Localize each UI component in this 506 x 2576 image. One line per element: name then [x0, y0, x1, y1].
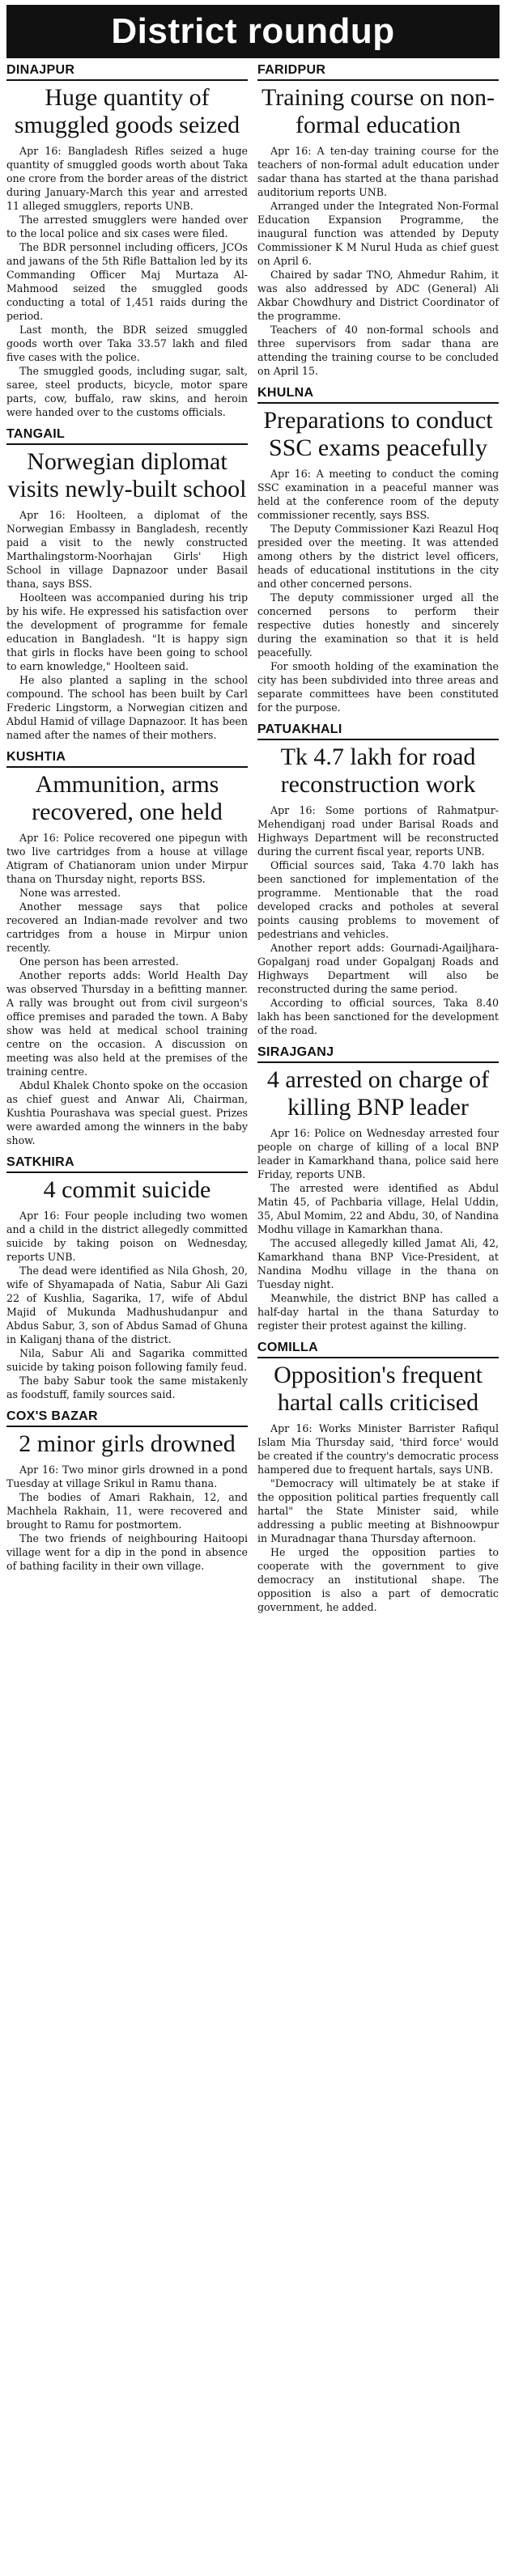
story-paragraph: Nila, Sabur Ali and Sagarika committed suicide by taking poison following family feud.: [6, 1347, 248, 1373]
columns: [6, 63, 500, 1622]
story-paragraph: Apr 16: Police recovered one pipegun with two live cartridges from a house at village Atigram of Chatianoram union under Mirpur thana on Thursday night, reports BSS.: [6, 832, 248, 885]
story-paragraph: According to official sources, Taka 8.40 lakh has been sanctioned for the development of the road.: [257, 997, 499, 1036]
story-headline: Preparations to conduct SSC exams peacefully: [263, 407, 493, 461]
story-paragraph: He also planted a sapling in the school compound. The school has been built by Carl Frederic Lingstorm, a Norwegian citizen and Abdul Hamid of village Dapnazoor. It has been named after the names of their mothers.: [6, 674, 248, 741]
story-paragraph: For smooth holding of the examination the city has been subdivided into three areas and separate committees have been constituted for the purpose.: [257, 660, 499, 714]
news-story: [6, 63, 248, 419]
story-paragraph: The baby Sabur took the same mistakenly as foodstuff, family sources said.: [6, 1375, 248, 1400]
story-headline: 4 arrested on charge of killing BNP leader: [266, 1066, 490, 1121]
news-story: [257, 722, 499, 1037]
section-banner: District roundup: [6, 5, 500, 58]
story-paragraph: Abdul Khalek Chonto spoke on the occasion as chief guest and Anwar Ali, Chairman, Kushtia Pourashava was special guest. Prizes were awarded among the winners in the baby show.: [6, 1079, 248, 1146]
story-paragraph: Apr 16: Police on Wednesday arrested four people on charge of killing of a local BNP leader in Kamarkhand thana, police said here Friday, reports UNB.: [257, 1127, 499, 1180]
news-story: [257, 1341, 499, 1614]
story-paragraph: Apr 16: Two minor girls drowned in a pond Tuesday at village Srikul in Ramu thana.: [6, 1464, 248, 1489]
story-paragraph: The dead were identified as Nila Ghosh, 20, wife of Shyamapada of Natia, Sabur Ali Gazi 22 of Kushlia, Sagarika, 17, wife of Abdul Majid of Mukunda Madhushudanpur and Abdus Sabur, 3, son of Abdus Samad of Ghuna in Kaliganj thana of the district.: [6, 1265, 248, 1345]
story-headline: Training course on non-formal education: [261, 84, 495, 138]
story-paragraph: Teachers of 40 non-formal schools and three supervisors from sadar thana are attending the training course to be concluded on April 15.: [257, 324, 499, 377]
story-paragraph: Apr 16: Bangladesh Rifles seized a huge quantity of smuggled goods worth about Taka one crore from the border areas of the district during January-March this year and arrested 11 alleged smugglers, reports UNB.: [6, 145, 248, 212]
story-paragraph: The accused allegedly killed Jamat Ali, 42, Kamarkhand thana BNP Vice-President, at Nandina Modhu village in the thana on Tuesday night.: [257, 1237, 499, 1290]
story-headline: Huge quantity of smuggled goods seized: [14, 84, 240, 138]
story-headline: 2 minor girls drowned: [19, 1430, 236, 1457]
story-paragraph: The BDR personnel including officers, JCOs and jawans of the 5th Rifle Battalion led by its Commanding Officer Maj Murtaza Al-Mahmood seized the smuggled goods conducting a total of 1,451 raids during the period.: [6, 241, 248, 322]
story-paragraph: Last month, the BDR seized smuggled goods worth over Taka 33.57 lakh and filed five cases with the police.: [6, 324, 248, 363]
story-dateline: KUSHTIA: [6, 750, 248, 768]
story-paragraph: The bodies of Amari Rakhain, 12, and Machhela Rakhain, 11, were recovered and brought to Ramu for postmortem.: [6, 1491, 248, 1531]
story-paragraph: Arranged under the Integrated Non-Formal Education Expansion Programme, the inaugural function was attended by Deputy Commissioner K M Nurul Huda as chief guest on April 6.: [257, 200, 499, 267]
news-story: [257, 386, 499, 714]
story-dateline: PATUAKHALI: [257, 722, 499, 740]
story-paragraph: Official sources said, Taka 4.70 lakh has been sanctioned for implementation of the programme. Mentionable that the road developed cracks and potholes at several points causing problems to movement of pedestrians and vehicles.: [257, 859, 499, 940]
story-dateline: FARIDPUR: [257, 63, 499, 81]
story-paragraph: He urged the opposition parties to cooperate with the government to give democracy an institutional shape. The opposition is also a part of democratic government, he added.: [257, 1546, 499, 1613]
story-paragraph: None was arrested.: [19, 887, 121, 899]
story-paragraph: The smuggled goods, including sugar, salt, saree, steel products, bicycle, motor spare parts, cow, buffalo, raw skins, and heroin were handed over to the customs officials.: [6, 365, 248, 418]
story-paragraph: Apr 16: A meeting to conduct the coming SSC examination in a peaceful manner was held at the conference room of the deputy commissioner recently, says BSS.: [257, 468, 499, 521]
right-column: [257, 63, 499, 1622]
story-paragraph: Chaired by sadar TNO, Ahmedur Rahim, it was also addressed by ADC (General) Ali Akbar Chowdhury and District Coordinator of the programme.: [257, 269, 499, 322]
story-dateline: SATKHIRA: [6, 1155, 248, 1173]
news-story: [257, 1045, 499, 1332]
story-headline: Tk 4.7 lakh for road reconstruction work: [280, 744, 476, 798]
story-paragraph: The Deputy Commissioner Kazi Reazul Hoq presided over the meeting. It was attended among others by the district level officers, heads of educational institutions in the city and other concerned persons.: [257, 523, 499, 590]
news-story: [6, 1409, 248, 1573]
story-paragraph: Apr 16: Works Minister Barrister Rafiqul Islam Mia Thursday said, 'third force' would be created if the country's democratic process hampered due to frequent hartals, says UNB.: [257, 1422, 499, 1476]
story-dateline: COMILLA: [257, 1341, 499, 1358]
story-paragraph: Apr 16: Hoolteen, a diplomat of the Norwegian Embassy in Bangladesh, recently paid a visit to the newly constructed Marthalingstorm-Noorhajan Girls' High School in village Dapnazoor under Basail thana, says BSS.: [6, 509, 248, 590]
story-headline: Norwegian diplomat visits newly-built school: [7, 448, 247, 502]
story-dateline: KHULNA: [257, 386, 499, 404]
story-paragraph: Hoolteen was accompanied during his trip by his wife. He expressed his satisfaction over the development of programme for female education in Bangladesh. "It is happy sign that girls in flocks have been going to school to earn knowledge," Hoolteen said.: [6, 591, 248, 672]
story-paragraph: Another message says that police recovered an Indian-made revolver and two cartridges from a house in Mirpur union recently.: [6, 900, 248, 954]
story-paragraph: Apr 16: Some portions of Rahmatpur-Mehendiganj road under Barisal Roads and Highways Department will be reconstructed during the current fiscal year, reports UNB.: [257, 804, 499, 858]
story-paragraph: Another report adds: Gournadi-Agailjhara-Gopalganj road under Gopalganj Roads and Highways Department will also be reconstructed during the same period.: [257, 942, 499, 995]
story-paragraph: Apr 16: Four people including two women and a child in the district allegedly committed suicide by taking poison on Wednesday, reports UNB.: [6, 1210, 248, 1263]
story-headline: Ammunition, arms recovered, one held: [32, 771, 223, 825]
story-headline: Opposition's frequent hartal calls criticised: [274, 1362, 483, 1416]
news-story: [6, 427, 248, 742]
story-paragraph: The arrested were identified as Abdul Matin 45, of Pachbaria village, Helal Uddin, 35, Abul Momim, 22 and Abdu, 30, of Nandina Modhu village in Kamarkhan thana.: [257, 1182, 499, 1235]
story-paragraph: The arrested smugglers were handed over to the local police and six cases were filed.: [6, 214, 248, 239]
story-dateline: TANGAIL: [6, 427, 248, 445]
story-dateline: COX'S BAZAR: [6, 1409, 248, 1427]
news-story: [6, 1155, 248, 1401]
news-story: [6, 750, 248, 1147]
story-paragraph: Apr 16: A ten-day training course for the teachers of non-formal adult education under sadar thana has started at the thana parishad auditorium reports UNB.: [257, 145, 499, 198]
story-paragraph: Meanwhile, the district BNP has called a half-day hartal in the thana Saturday to register their protest against the killing.: [257, 1292, 499, 1332]
story-headline: 4 commit suicide: [43, 1176, 211, 1203]
story-dateline: DINAJPUR: [6, 63, 248, 81]
story-paragraph: The deputy commissioner urged all the concerned persons to perform their respective duties honestly and sincerely during the examination so that it is held peacefully.: [257, 591, 499, 659]
story-paragraph: "Democracy will ultimately be at stake if the opposition political parties frequently call hartal" the State Minister said, while addressing a public meeting at Bishnoowpur in Muradnagar thana Thursday afternoon.: [257, 1477, 499, 1544]
left-column: [6, 63, 248, 1622]
story-dateline: SIRAJGANJ: [257, 1045, 499, 1063]
story-paragraph: The two friends of neighbouring Haitoopi village went for a dip in the pond in absence of bathing facility in their own village.: [6, 1532, 248, 1572]
news-story: [257, 63, 499, 378]
story-paragraph: Another reports adds: World Health Day was observed Thursday in a befitting manner. A rally was brought out from civil surgeon's office premises and paraded the town. A Baby show was held at medical school training centre on the occasion. A discussion on meeting was also held at the premises of the training centre.: [6, 969, 248, 1078]
story-paragraph: One person has been arrested.: [19, 955, 179, 968]
